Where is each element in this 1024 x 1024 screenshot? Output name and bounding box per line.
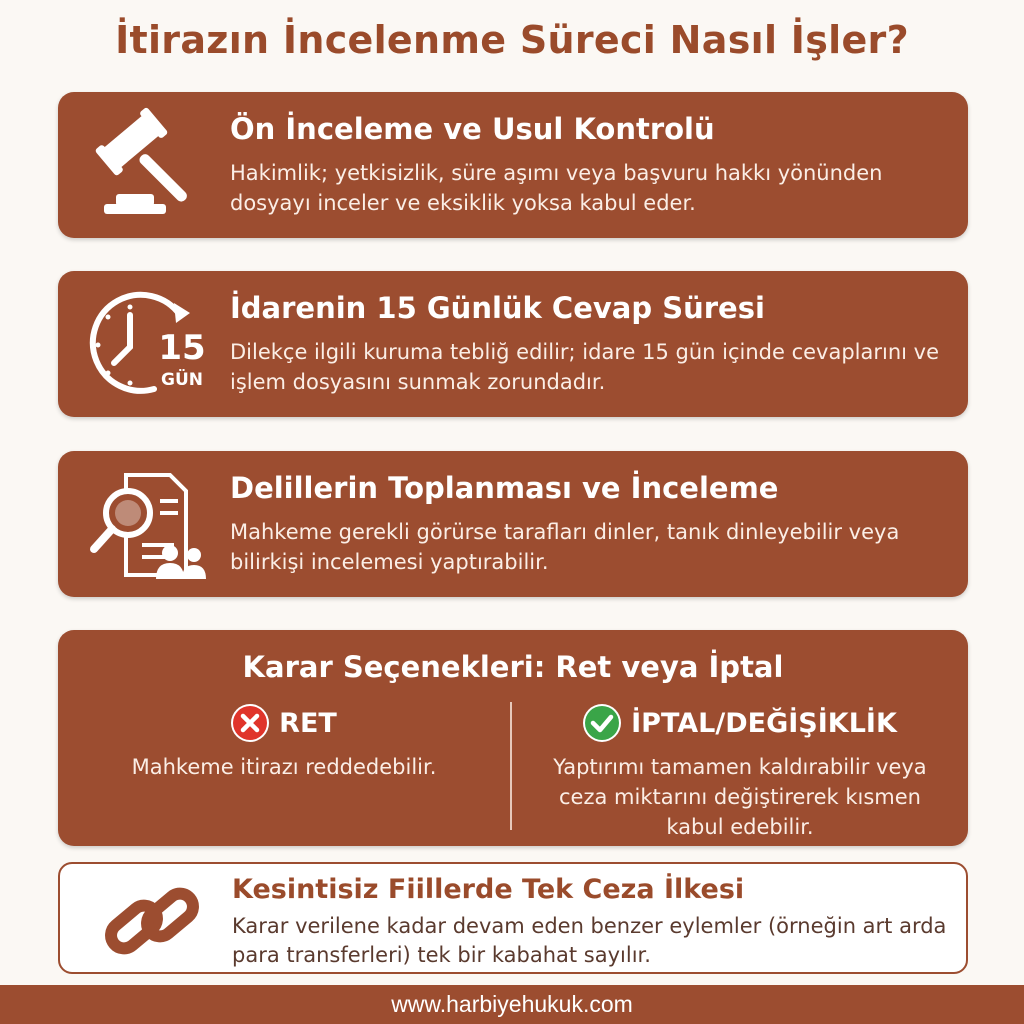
decision-options-card	[58, 630, 968, 846]
x-circle-icon	[231, 704, 269, 742]
decision-heading: Karar Seçenekleri: Ret veya İptal	[242, 650, 784, 684]
annul-label: İPTAL/DEĞİŞİKLİK	[631, 707, 897, 739]
principle-description: Karar verilene kadar devam eden benzer eylemler (örneğin art arda para transferleri) tek bir kabahat sayılır.	[232, 914, 947, 967]
step-description: Hakimlik; yetkisizlik, süre aşımı veya başvuru hakkı yönünden dosyayı inceler ve eksiklik yoksa kabul eder.	[230, 161, 883, 215]
clock-15-days-icon	[82, 285, 212, 405]
page-title: İtirazın İncelenme Süreci Nasıl İşler?	[115, 18, 909, 62]
step-card-response-period	[58, 271, 968, 417]
reject-option	[58, 702, 510, 782]
principle-card	[58, 862, 968, 974]
step-card-preliminary-review	[58, 92, 968, 238]
step-heading: Ön İnceleme ve Usul Kontrolü	[230, 112, 715, 146]
step-description: Mahkeme gerekli görürse tarafları dinler, tanık dinleyebilir veya bilirkişi incelemesi yaptırabilir.	[230, 520, 900, 574]
principle-heading: Kesintisiz Fiillerde Tek Ceza İlkesi	[232, 874, 745, 905]
gavel-icon	[82, 106, 212, 226]
svg-text:15: 15	[158, 328, 206, 368]
annul-option	[512, 702, 968, 842]
chain-link-icon	[100, 876, 210, 966]
step-description: Dilekçe ilgili kuruma tebliğ edilir; idare 15 gün içinde cevaplarını ve işlem dosyasını sunmak zorundadır.	[230, 340, 940, 394]
step-card-evidence	[58, 451, 968, 597]
step-heading: Delillerin Toplanması ve İnceleme	[230, 471, 779, 505]
check-circle-icon	[583, 704, 621, 742]
reject-text: Mahkeme itirazı reddedebilir.	[131, 755, 437, 779]
annul-text: Yaptırımı tamamen kaldırabilir veya ceza miktarını değiştirerek kısmen kabul edebilir.	[553, 755, 927, 839]
footer-website: www.harbiyehukuk.com	[0, 985, 1024, 1024]
step-heading: İdarenin 15 Günlük Cevap Süresi	[230, 291, 765, 325]
reject-label: RET	[279, 707, 337, 739]
document-magnifier-people-icon	[82, 465, 212, 585]
svg-text:GÜN: GÜN	[161, 370, 203, 390]
